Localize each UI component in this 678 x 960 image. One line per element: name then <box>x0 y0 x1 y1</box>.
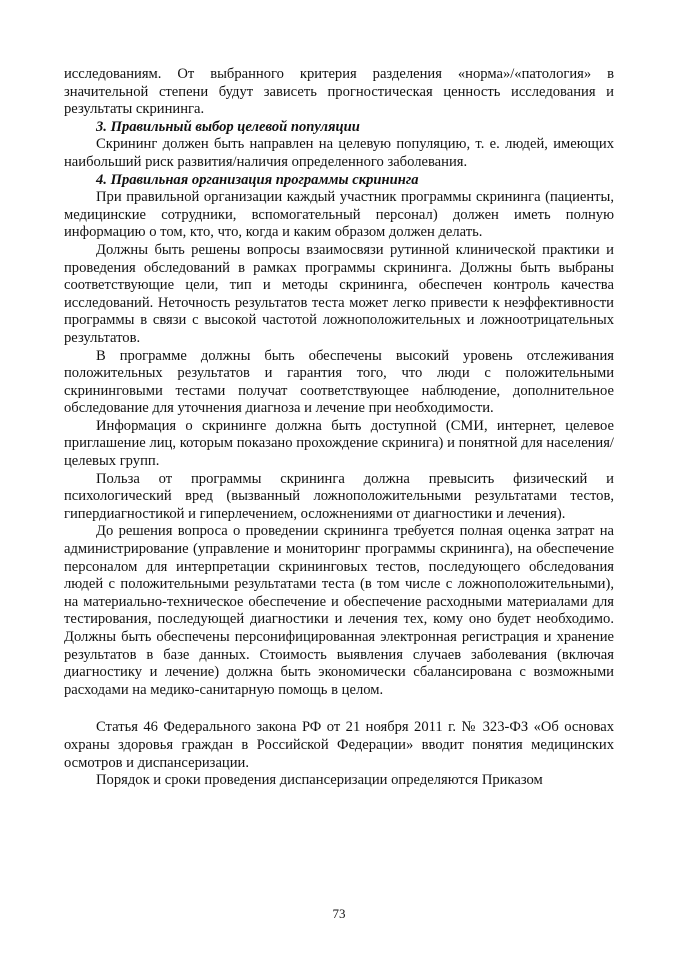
paragraph-benefit-harm: Польза от программы скрининга должна превысить физический и психологический вред (вызванный ложноположительными результатами тестов, гипердиагностикой и гиперлечением, осложнениями от диагностики и лечения). <box>64 470 614 522</box>
paragraph-costs: До решения вопроса о проведении скрининга требуется полная оценка затрат на администрирование (управление и мониторинг программы скрининга), на обеспечение персоналом для интерпретации скрининговых тестов, последующего обследования людей с положительными результатами теста (в том числе с ложноположительными), на материально-техническое обеспечение и обеспечение расходными материалами для тестирования, последующей диагностики и лечения тех, кому оно будет необходимо. Должны быть обеспечены персонифицированная электронная регистрация и хранение результатов в базе данных. Стоимость выявления случаев заболевания (включая диагностику и лечение) должна быть экономически сбалансирована с возможными расходами на медико-санитарную помощь в целом. <box>64 523 614 698</box>
section-heading-target-population: 3. Правильный выбор целевой популяции <box>96 118 360 135</box>
paragraph-gap <box>64 699 614 719</box>
paragraph-federal-law: Статья 46 Федерального закона РФ от 21 ноября 2011 г. № 323-ФЗ «Об основах охраны здоровья граждан в Российской Федерации» вводит понятия медицинских осмотров и диспансеризации. <box>64 719 614 771</box>
paragraph-follow-up: В программе должны быть обеспечены высокий уровень отслеживания положительных результатов и гарантия того, что люди с положительными скрининговыми тестами получат соответствующее наблюдение, дополнительное обследование для уточнения диагноза и лечение при необходимости. <box>64 347 614 417</box>
paragraph-order: Порядок и сроки проведения диспансеризации определяются Приказом <box>96 772 543 789</box>
paragraph-information: Информация о скрининге должна быть доступной (СМИ, интернет, целевое приглашение лиц, которым показано прохождение скринига) и понятной для населения/целевых групп. <box>64 417 614 470</box>
document-page <box>64 66 614 790</box>
page-number: 73 <box>332 906 346 921</box>
paragraph-clinical-practice: Должны быть решены вопросы взаимосвязи рутинной клинической практики и проведения обследований в рамках программы скрининга. Должны быть выбраны соответствующие цели, тип и методы скрининга, обеспечен контроль качества исследований. Неточность результатов теста может легко привести к неэффективности программы в связи с высокой частотой ложноположительных и ложноотрицательных результатов. <box>64 241 614 346</box>
paragraph-target-population: Скрининг должен быть направлен на целевую популяцию, т. е. людей, имеющих наибольший риск развития/наличия определенного заболевания. <box>64 136 614 170</box>
section-heading-program-organization: 4. Правильная организация программы скрининга <box>96 171 419 188</box>
paragraph-participants: При правильной организации каждый участник программы скрининга (пациенты, медицинские сотрудники, вспомогательный персонал) должен иметь полную информацию о том, кто, что, когда и каким образом должен делать. <box>64 189 614 241</box>
paragraph-continuation: исследованиям. От выбранного критерия разделения «норма»/«патология» в значительной степени будут зависеть прогностическая ценность исследования и результаты скрининга. <box>64 66 614 118</box>
